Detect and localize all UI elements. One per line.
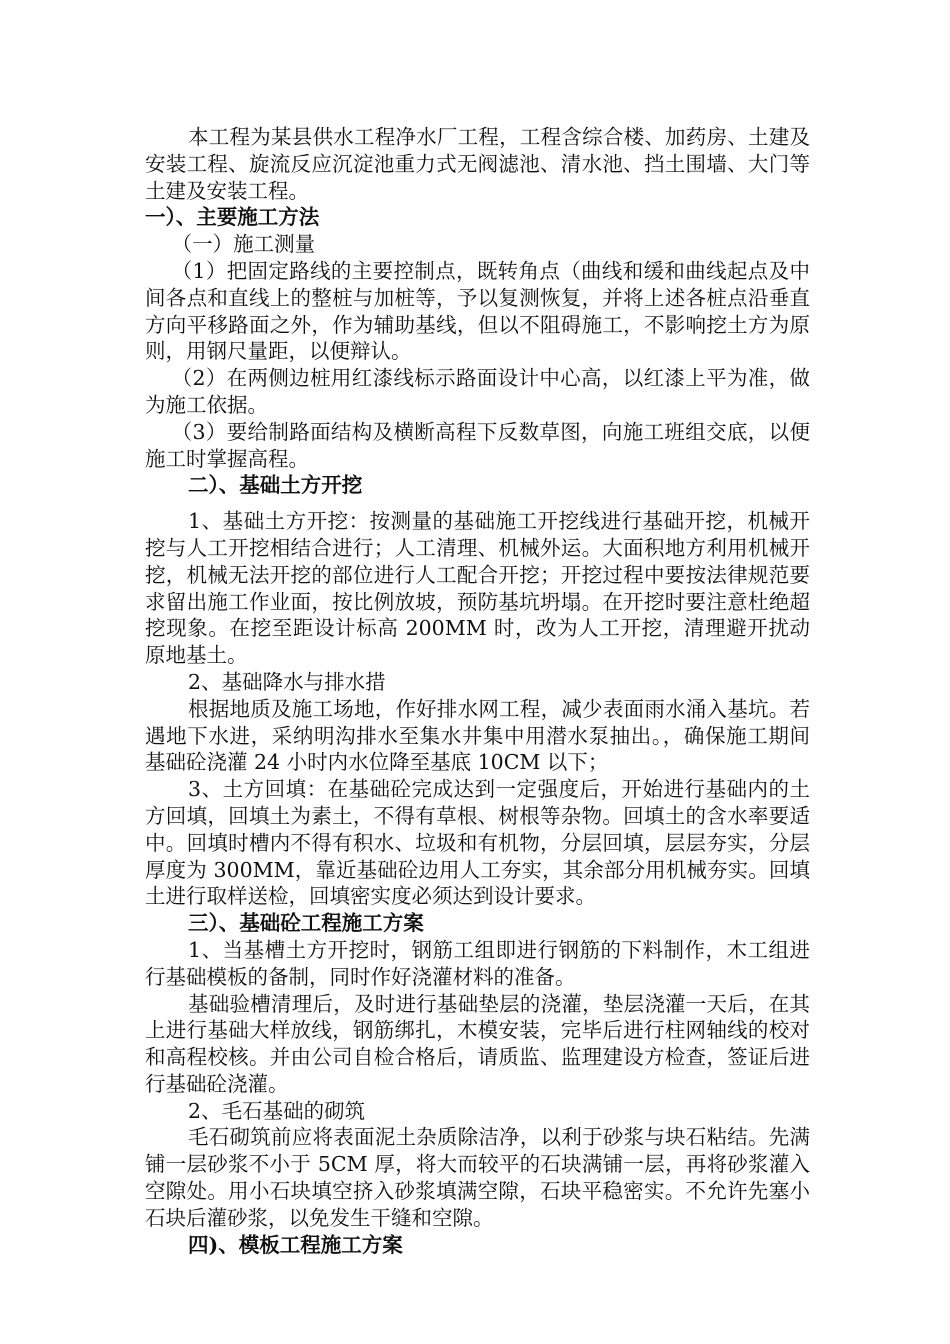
section-heading-3: 三）、基础砼工程施工方案 <box>188 911 424 936</box>
item-heading: 2、毛石基础的砌筑 <box>188 1098 366 1123</box>
body-paragraph: 毛石砌筑前应将表面泥土杂质除洁净，以利于砂浆与块石粘结。先满铺一层砂浆不小于 5CM 厚，将大而较平的石块满铺一层，再将砂浆灌入空隙处。用小石块填空挤入砂浆填满空隙，石块平稳密实。不允许先塞小石块后灌砂浆，以免发生干缝和空隙。 <box>145 1125 810 1230</box>
body-paragraph: （3）要给制路面结构及横断高程下反数草图，向施工班组交底，以便施工时掌握高程。 <box>145 419 810 471</box>
document-body <box>145 124 810 1258</box>
body-paragraph: （2）在两侧边桩用红漆线标示路面设计中心高，以红漆上平为准，做为施工依据。 <box>145 366 810 417</box>
body-paragraph: 3、土方回填：在基础砼完成达到一定强度后，开始进行基础内的土方回填，回填土为素土，不得有草根、树根等杂物。回填土的含水率要适中。回填时槽内不得有积水、垃圾和有机物，分层回填，层层夯实，分层厚度为 300MM，靠近基础砼边用人工夯实，其余部分用机械夯实。回填土进行取样送检，回填密实度必须达到设计要求。 <box>145 777 810 909</box>
body-paragraph: 根据地质及施工场地，作好排水网工程，减少表面雨水涌入基坑。若遇地下水进，采纳明沟排水至集水井集中用潜水泵抽出。，确保施工期间基础砼浇灌 24 小时内水位降至基底 10CM 以下； <box>145 696 810 775</box>
section-heading-2: 二）、基础土方开挖 <box>188 473 363 498</box>
section-heading-1: 一）、主要施工方法 <box>145 205 320 230</box>
body-paragraph: 基础验槽清理后，及时进行基础垫层的浇灌，垫层浇灌一天后，在其上进行基础大样放线，钢筋绑扎，木模安装，完毕后进行柱网轴线的校对和高程校核。并由公司自检合格后，请质监、监理建设方检查，签证后进行基础砼浇灌。 <box>145 991 810 1096</box>
item-heading: 2、基础降水与排水措 <box>188 669 386 694</box>
subsection-heading: （一）施工测量 <box>171 232 316 257</box>
intro-paragraph: 本工程为某县供水工程净水厂工程，工程含综合楼、加药房、土建及安装工程、旋流反应沉淀池重力式无阀滤池、清水池、挡土围墙、大门等土建及安装工程。 <box>145 125 810 203</box>
section-heading-4: 四)、模板工程施工方案 <box>188 1232 403 1257</box>
body-paragraph: 1、基础土方开挖：按测量的基础施工开挖线进行基础开挖，机械开挖与人工开挖相结合进行；人工清理、机械外运。大面积地方利用机械开挖，机械无法开挖的部位进行人工配合开挖；开挖过程中要按法律规范要求留出施工作业面，按比例放坡，预防基坑坍塌。在开挖时要注意杜绝超挖现象。在挖至距设计标高 200MM 时，改为人工开挖，清理避开扰动原地基土。 <box>145 509 810 668</box>
body-paragraph: （1）把固定路线的主要控制点，既转角点（曲线和缓和曲线起点及中间各点和直线上的整桩与加桩等，予以复测恢复，并将上述各桩点沿垂直方向平移路面之外，作为辅助基线，但以不阻碍施工，不影响挖土方为原则，用钢尺量距，以便辩认。 <box>145 258 810 364</box>
body-paragraph: 1、当基槽土方开挖时，钢筋工组即进行钢筋的下料制作，木工组进行基础模板的备制，同时作好浇灌材料的准备。 <box>145 937 810 989</box>
